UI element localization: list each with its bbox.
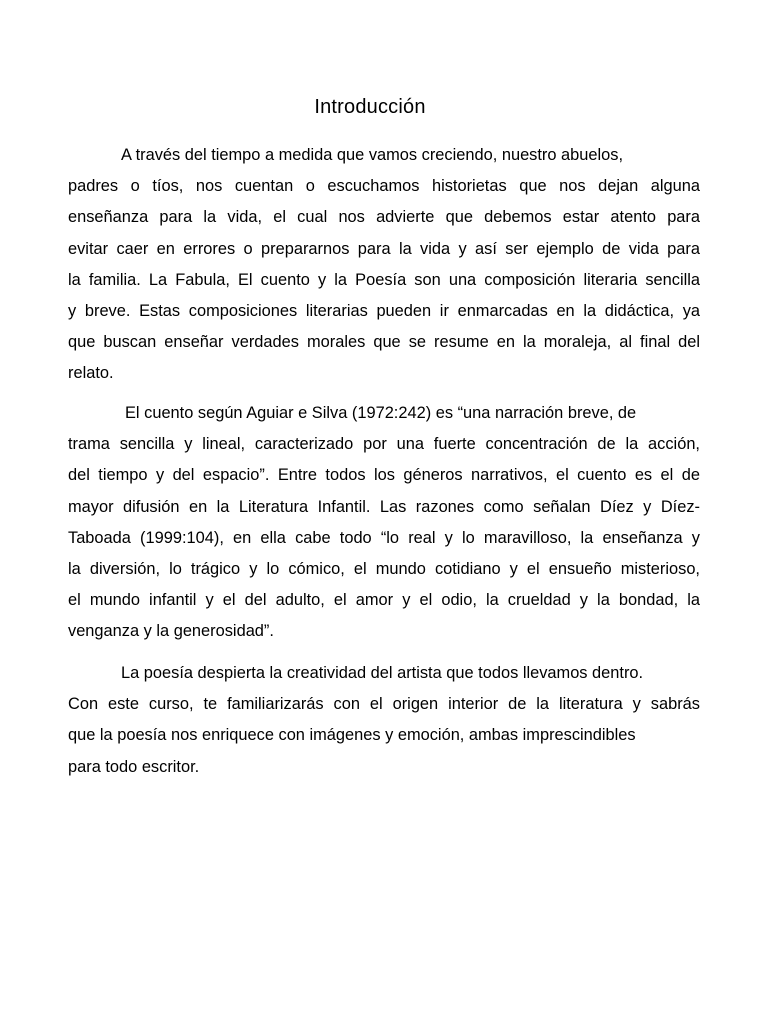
text-line: padres o tíos, nos cuentan o escuchamos historietas que nos dejan alguna — [68, 177, 700, 196]
text-line: la familia. La Fabula, El cuento y la Poesía son una composición literaria sencilla — [68, 270, 700, 289]
text-line: venganza y la generosidad”. — [68, 622, 274, 641]
text-line: La poesía despierta la creatividad del artista que todos llevamos dentro. — [121, 664, 644, 682]
text-line: Taboada (1999:104), en ella cabe todo “lo real y lo maravilloso, la enseñanza y — [68, 528, 700, 547]
text-line: que buscan enseñar verdades morales que se resume en la moraleja, al final del — [68, 333, 700, 352]
text-line: enseñanza para la vida, el cual nos advierte que debemos estar atento para — [68, 208, 700, 227]
text-line: evitar caer en errores o prepararnos para la vida y así ser ejemplo de vida para — [68, 239, 700, 258]
text-line: para todo escritor. — [68, 757, 200, 776]
text-line: la diversión, lo trágico y lo cómico, el mundo cotidiano y el ensueño misterioso, — [68, 559, 700, 578]
text-line: El cuento según Aguiar e Silva (1972:242) es “una narración breve, de — [125, 404, 637, 422]
text-line: el mundo infantil y el del adulto, el amor y el odio, la crueldad y la bondad, la — [68, 591, 700, 610]
paragraph-poesia — [68, 658, 700, 783]
text-line: relato. — [68, 364, 114, 383]
text-line: Con este curso, te familiarizarás con el origen interior de la literatura y sabrás — [68, 695, 700, 714]
text-line: que la poesía nos enriquece con imágenes y emoción, ambas imprescindibles — [68, 726, 636, 745]
text-line: mayor difusión en la Literatura Infantil. Las razones como señalan Díez y Díez- — [68, 497, 700, 516]
text-line: del tiempo y del espacio”. Entre todos los géneros narrativos, el cuento es el de — [68, 466, 700, 485]
paragraph-cuento — [68, 398, 700, 648]
text-line: y breve. Estas composiciones literarias pueden ir enmarcadas en la didáctica, ya — [68, 301, 700, 320]
text-line: A través del tiempo a medida que vamos creciendo, nuestro abuelos, — [121, 146, 624, 164]
text-line: trama sencilla y lineal, caracterizado por una fuerte concentración de la acción, — [68, 435, 700, 454]
page-title: Introducción — [314, 96, 426, 118]
paragraph-intro — [68, 140, 700, 390]
